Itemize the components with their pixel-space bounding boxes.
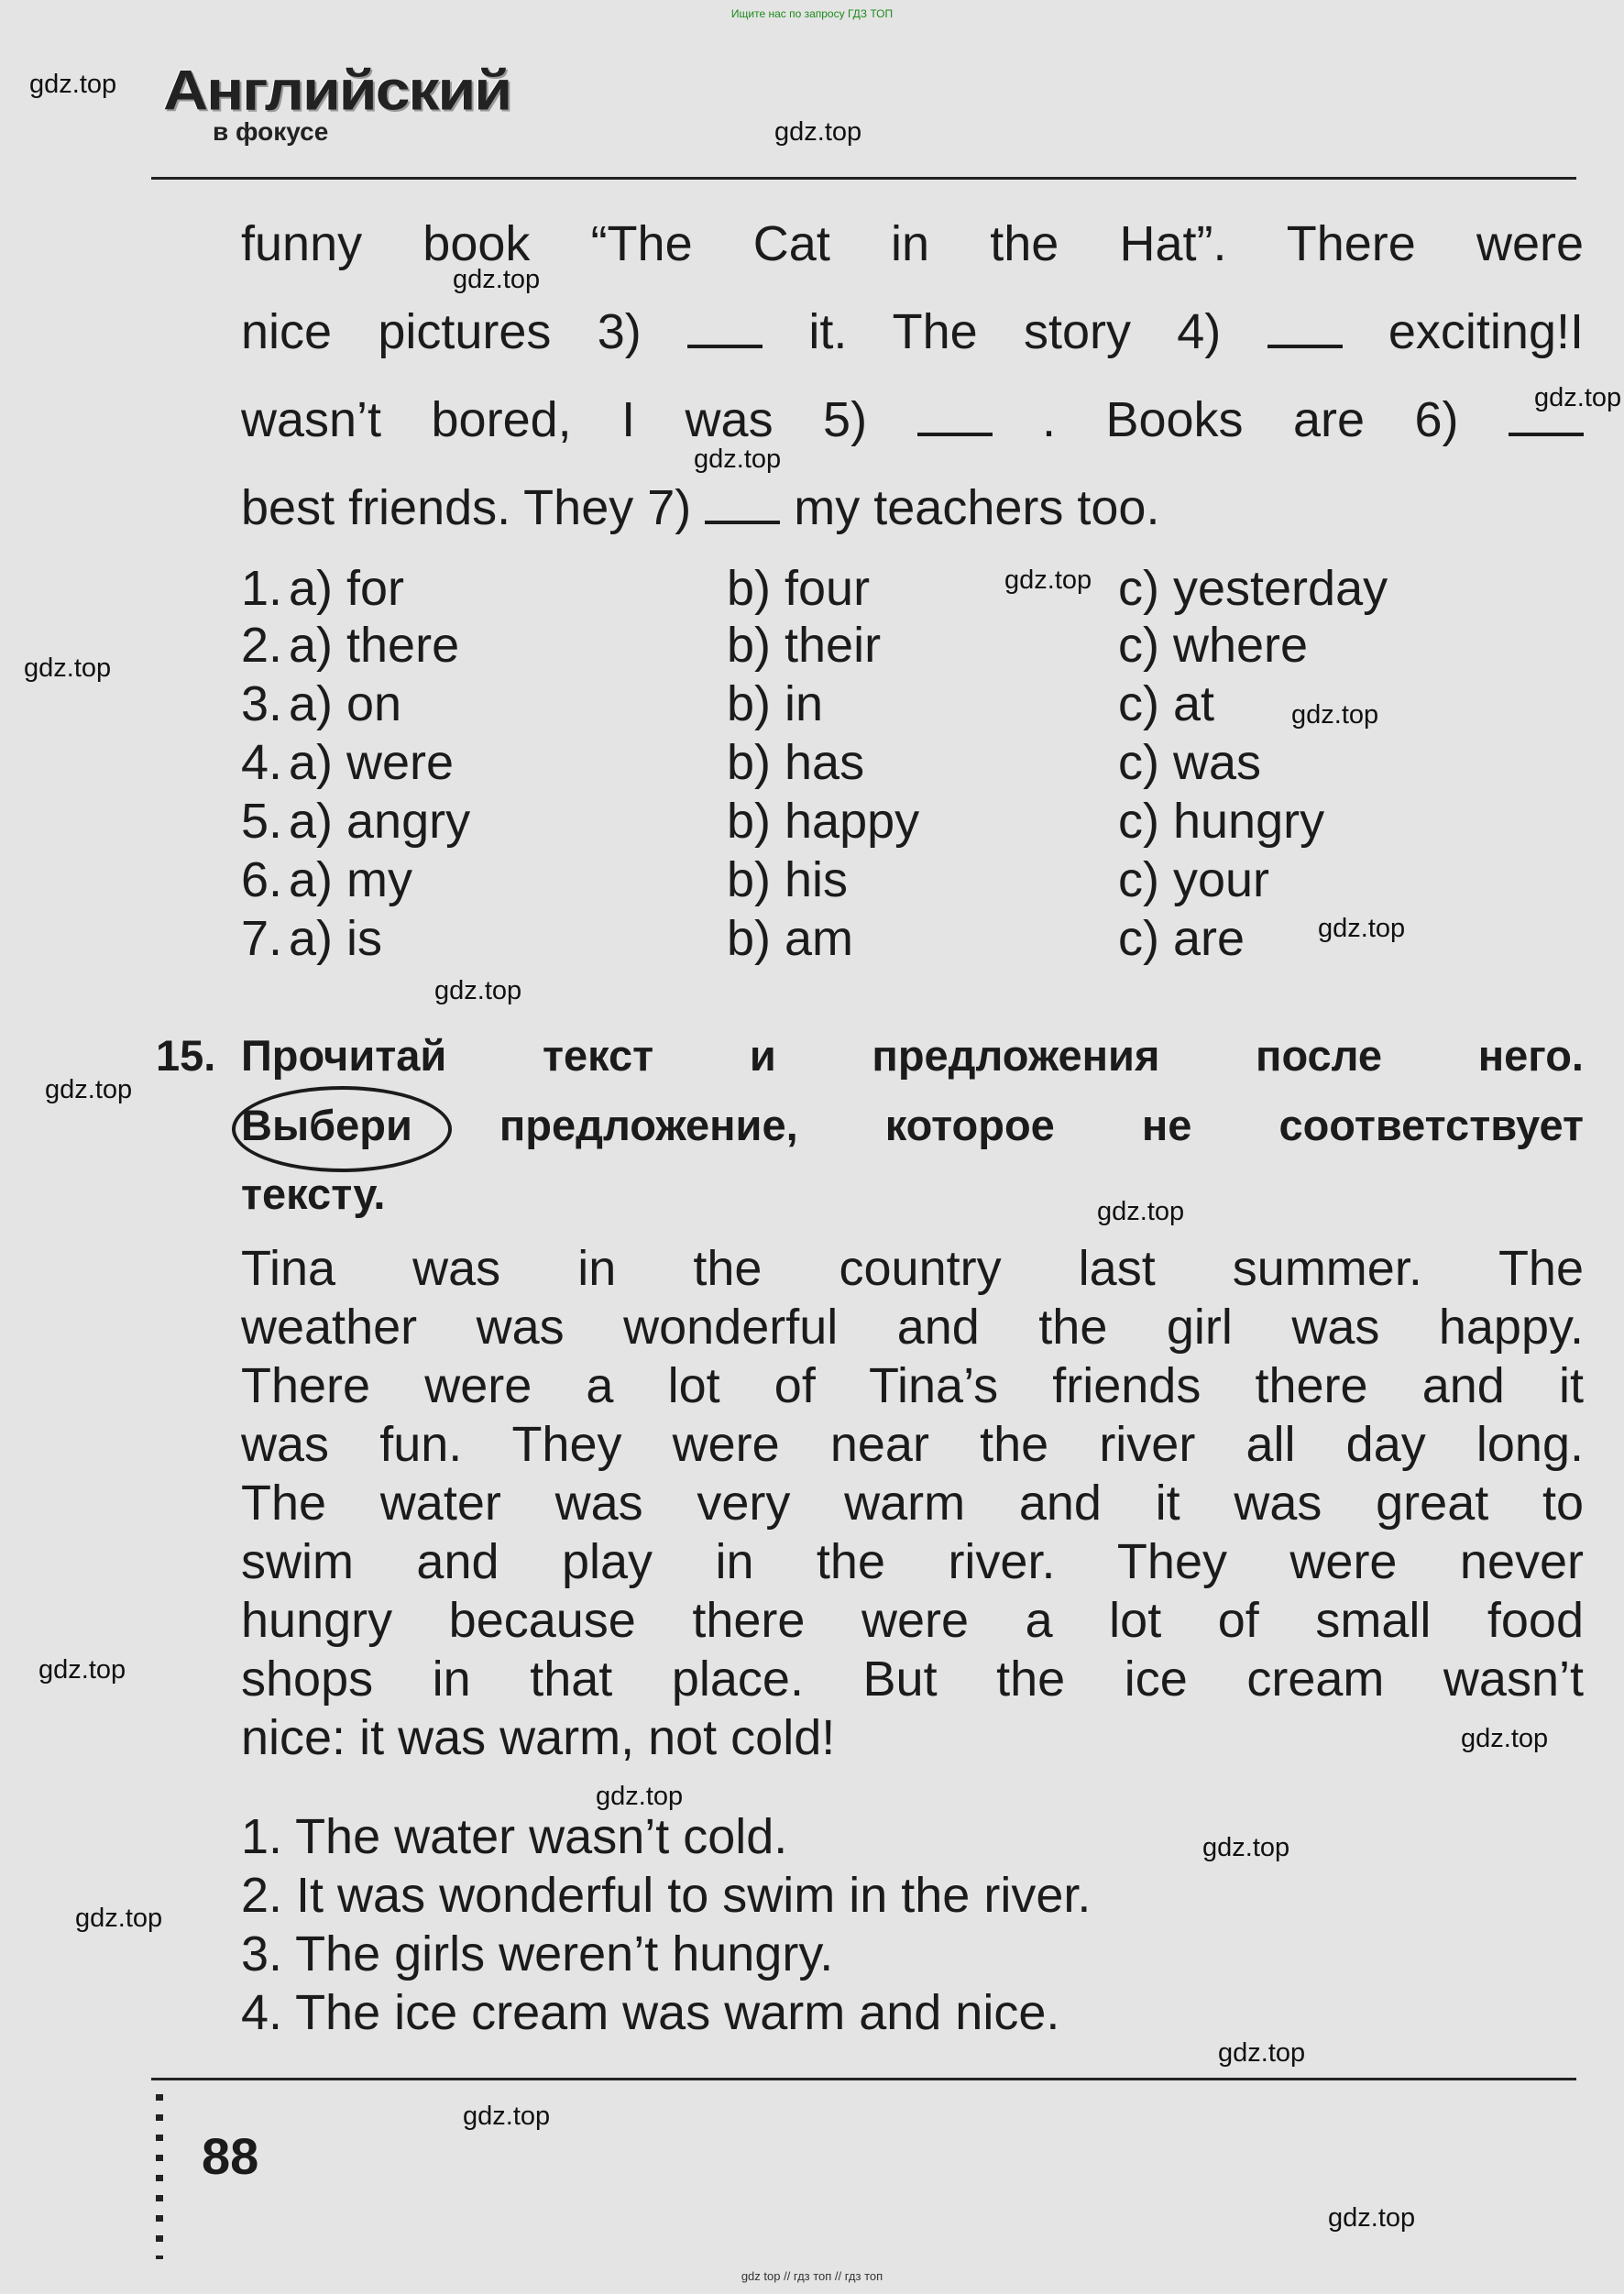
- option-a[interactable]: a) for: [289, 561, 405, 616]
- option-a[interactable]: a) angry: [289, 794, 471, 849]
- task-instruction-2: [241, 1098, 1584, 1153]
- story-line: was fun. They were near the river all day long.: [241, 1417, 1584, 1472]
- option-row: [241, 675, 1584, 733]
- sentence-option[interactable]: 4. The ice cream was warm and nice.: [241, 1985, 1060, 2040]
- text-line-4: [241, 478, 1584, 537]
- option-number: 1.: [241, 561, 283, 616]
- option-row: [241, 792, 1584, 851]
- watermark: gdz.top: [463, 2102, 551, 2131]
- option-c[interactable]: c) was: [1118, 735, 1262, 790]
- answer-blank-7[interactable]: [705, 484, 780, 524]
- story-line: There were a lot of Tina’s friends there and it: [241, 1358, 1584, 1413]
- text-line-1: funny book “The Cat in the Hat”. There were: [241, 216, 1584, 271]
- watermark: gdz.top: [1328, 2203, 1416, 2233]
- watermark: gdz.top: [1318, 914, 1406, 943]
- option-number: 7.: [241, 911, 283, 966]
- option-a[interactable]: a) is: [289, 911, 383, 966]
- book-logo-subtitle: в фокусе: [213, 117, 329, 146]
- option-number: 6.: [241, 852, 283, 907]
- footer-rule: [151, 2078, 1576, 2080]
- option-b[interactable]: b) his: [727, 852, 849, 907]
- option-row: [241, 733, 1584, 792]
- answer-blank-5[interactable]: [917, 396, 993, 436]
- watermark: gdz.top: [38, 1655, 126, 1685]
- option-c[interactable]: c) your: [1118, 852, 1270, 907]
- story-line: hungry because there were a lot of small food: [241, 1593, 1584, 1648]
- sentence-option[interactable]: 3. The girls weren’t hungry.: [241, 1926, 834, 1981]
- task-instruction-1: Прочитай текст и предложения после него.: [241, 1031, 1584, 1080]
- watermark: gdz.top: [45, 1075, 133, 1104]
- option-a[interactable]: a) my: [289, 852, 412, 907]
- text-line-3: [241, 390, 1584, 449]
- option-b[interactable]: b) in: [727, 676, 824, 731]
- option-b[interactable]: b) am: [727, 911, 854, 966]
- option-row: [241, 559, 1584, 618]
- task-number: 15.: [156, 1031, 216, 1080]
- option-a[interactable]: a) were: [289, 735, 455, 790]
- text-line-2: [241, 302, 1584, 361]
- sentence-option[interactable]: 2. It was wonderful to swim in the river.: [241, 1868, 1092, 1923]
- text-fragment: best friends. They 7): [241, 480, 692, 535]
- option-b[interactable]: b) has: [727, 735, 865, 790]
- option-b[interactable]: b) their: [727, 618, 882, 673]
- top-note: Ищите нас по запросу ГДЗ ТОП: [730, 7, 894, 20]
- option-number: 2.: [241, 618, 283, 673]
- answer-blank-3[interactable]: [687, 308, 763, 348]
- text-fragment: exciting!I: [1388, 304, 1584, 359]
- story-line: weather was wonderful and the girl was happy.: [241, 1300, 1584, 1355]
- watermark: gdz.top: [1202, 1833, 1290, 1862]
- circled-word: Выбери: [241, 1101, 412, 1149]
- text-fragment: my teachers too.: [794, 480, 1160, 535]
- margin-dots: [156, 2094, 163, 2259]
- watermark: gdz.top: [774, 117, 862, 147]
- watermark: gdz.top: [694, 445, 782, 474]
- option-b[interactable]: b) four: [727, 561, 871, 616]
- story-line: nice: it was warm, not cold!: [241, 1710, 836, 1765]
- text-fragment: nice pictures 3): [241, 304, 642, 359]
- page-number: 88: [202, 2127, 259, 2185]
- story-line: swim and play in the river. They were never: [241, 1534, 1584, 1589]
- watermark: gdz.top: [1461, 1724, 1549, 1753]
- text-fragment: . Books are 6): [1042, 392, 1459, 447]
- watermark: gdz.top: [1218, 2038, 1306, 2068]
- watermark: gdz.top: [1004, 565, 1092, 595]
- option-row: [241, 616, 1584, 675]
- bottom-note: gdz top // гдз топ // гдз топ: [741, 2269, 883, 2283]
- book-logo-title: Английский: [163, 59, 511, 123]
- option-c[interactable]: c) are: [1118, 911, 1245, 966]
- header-rule: [151, 177, 1576, 180]
- task-instruction-3: тексту.: [241, 1169, 386, 1218]
- watermark: gdz.top: [24, 653, 112, 683]
- task-instruction-fragment: предложение, которое не соответствует: [499, 1101, 1584, 1149]
- option-c[interactable]: c) yesterday: [1118, 561, 1388, 616]
- option-b[interactable]: b) happy: [727, 794, 920, 849]
- option-a[interactable]: a) on: [289, 676, 402, 731]
- watermark: gdz.top: [29, 70, 117, 99]
- option-number: 5.: [241, 794, 283, 849]
- answer-blank-4[interactable]: [1267, 308, 1343, 348]
- watermark: gdz.top: [1534, 383, 1622, 412]
- option-row: [241, 851, 1584, 909]
- option-number: 4.: [241, 735, 283, 790]
- option-number: 3.: [241, 676, 283, 731]
- story-line: The water was very warm and it was great to: [241, 1476, 1584, 1531]
- watermark: gdz.top: [75, 1904, 163, 1933]
- watermark: gdz.top: [453, 265, 541, 294]
- story-line: shops in that place. But the ice cream wasn’t: [241, 1652, 1584, 1707]
- text-fragment: wasn’t bored, I was 5): [241, 392, 868, 447]
- watermark: gdz.top: [434, 976, 522, 1005]
- option-c[interactable]: c) hungry: [1118, 794, 1325, 849]
- story-line: Tina was in the country last summer. The: [241, 1241, 1584, 1296]
- watermark: gdz.top: [596, 1782, 684, 1811]
- watermark: gdz.top: [1291, 700, 1379, 730]
- option-c[interactable]: c) at: [1118, 676, 1215, 731]
- text-fragment: it. The story 4): [808, 304, 1222, 359]
- sentence-option[interactable]: 1. The water wasn’t cold.: [241, 1809, 788, 1864]
- watermark: gdz.top: [1097, 1197, 1185, 1226]
- option-a[interactable]: a) there: [289, 618, 460, 673]
- option-c[interactable]: c) where: [1118, 618, 1309, 673]
